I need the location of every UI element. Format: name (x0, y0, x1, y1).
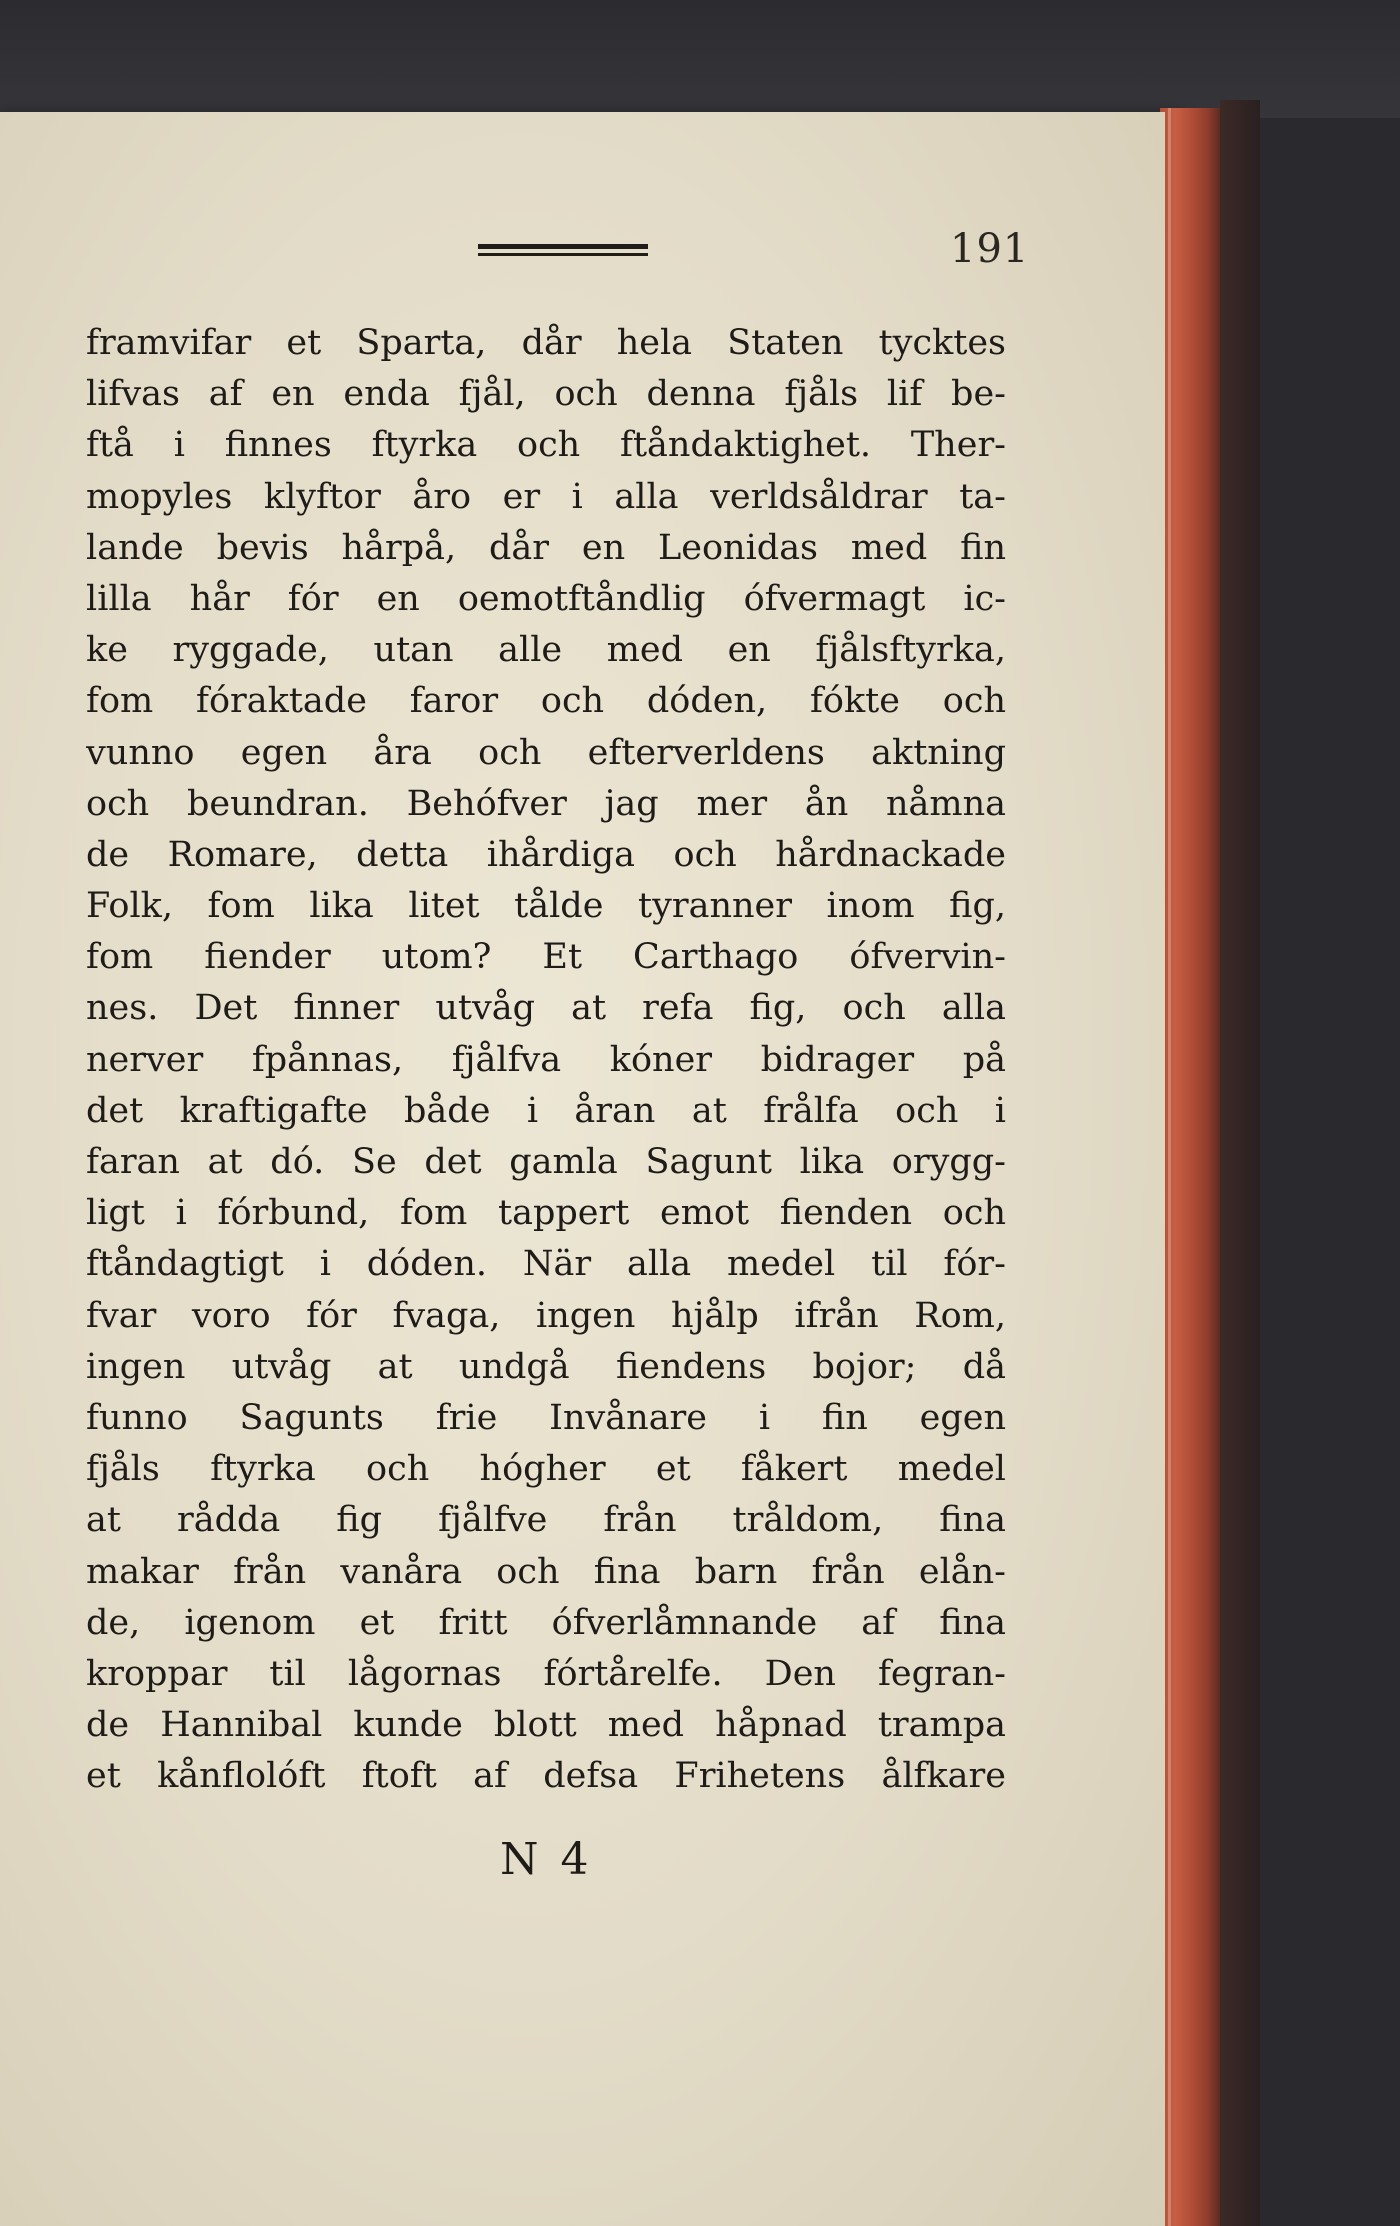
text-line: nerver fpånnas, fjålfva kóner bidrager på (86, 1039, 1006, 1080)
text-line: ke ryggade, utan alle med en fjålsftyrka, (86, 630, 1006, 671)
text-line: det kraftigafte både i åran at frålfa och i (86, 1090, 1006, 1131)
text-line: ingen utvåg at undgå fiendens bojor; då (86, 1346, 1006, 1387)
text-line: at rådda fig fjålfve från tråldom, fina (86, 1500, 1006, 1541)
text-line: fjåls ftyrka och hógher et fåkert medel (86, 1449, 1006, 1490)
text-line: et kånflolóft ftoft af defsa Frihetens ålfkare (86, 1756, 1006, 1797)
body-text (86, 318, 1006, 1802)
signature-mark: N 4 (500, 1834, 593, 1885)
text-line: lande bevis hårpå, dår en Leonidas med fin (86, 527, 1006, 568)
text-line: vunno egen åra och efterverldens aktning (86, 732, 1006, 773)
text-line: de, igenom et fritt ófverlåmnande af fina (86, 1602, 1006, 1643)
text-line: ftåndagtigt i dóden. När alla medel til fór- (86, 1244, 1006, 1285)
text-line: lifvas af en enda fjål, och denna fjåls lif be- (86, 374, 1006, 415)
text-line: och beundran. Behófver jag mer ån nåmna (86, 783, 1006, 824)
text-line: fom fiender utom? Et Carthago ófvervin- (86, 937, 1006, 978)
text-line: mopyles klyftor åro er i alla verldsåldrar ta- (86, 476, 1006, 517)
text-line: fvar voro fór fvaga, ingen hjålp ifrån Rom, (86, 1295, 1006, 1336)
text-line: fom fóraktade faror och dóden, fókte och (86, 681, 1006, 722)
text-line: nes. Det finner utvåg at refa fig, och alla (86, 988, 1006, 1029)
text-line: kroppar til lågornas fórtårelfe. Den fegran- (86, 1653, 1006, 1694)
text-line: lilla hår fór en oemotftåndlig ófvermagt ic- (86, 578, 1006, 619)
text-line: framvifar et Sparta, dår hela Staten tycktes (86, 323, 1006, 363)
text-line: ftå i finnes ftyrka och ftåndaktighet. Ther- (86, 425, 1006, 466)
header-rule (478, 244, 648, 256)
text-line: de Romare, detta ihårdiga och hårdnackade (86, 834, 1006, 875)
dark-background (0, 0, 1400, 118)
book-page-edge (1160, 108, 1220, 2226)
text-line: de Hannibal kunde blott med håpnad trampa (86, 1705, 1006, 1746)
page-number: 191 (950, 226, 1030, 272)
text-line: ligt i fórbund, fom tappert emot fienden och (86, 1193, 1006, 1234)
text-line: faran at dó. Se det gamla Sagunt lika orygg- (86, 1142, 1006, 1182)
text-line: funno Sagunts frie Invånare i fin egen (86, 1397, 1006, 1438)
book-binding (1220, 100, 1260, 2226)
text-line: Folk, fom lika litet tålde tyranner inom fig, (86, 886, 1006, 927)
text-line: makar från vanåra och fina barn från elån- (86, 1551, 1006, 1592)
